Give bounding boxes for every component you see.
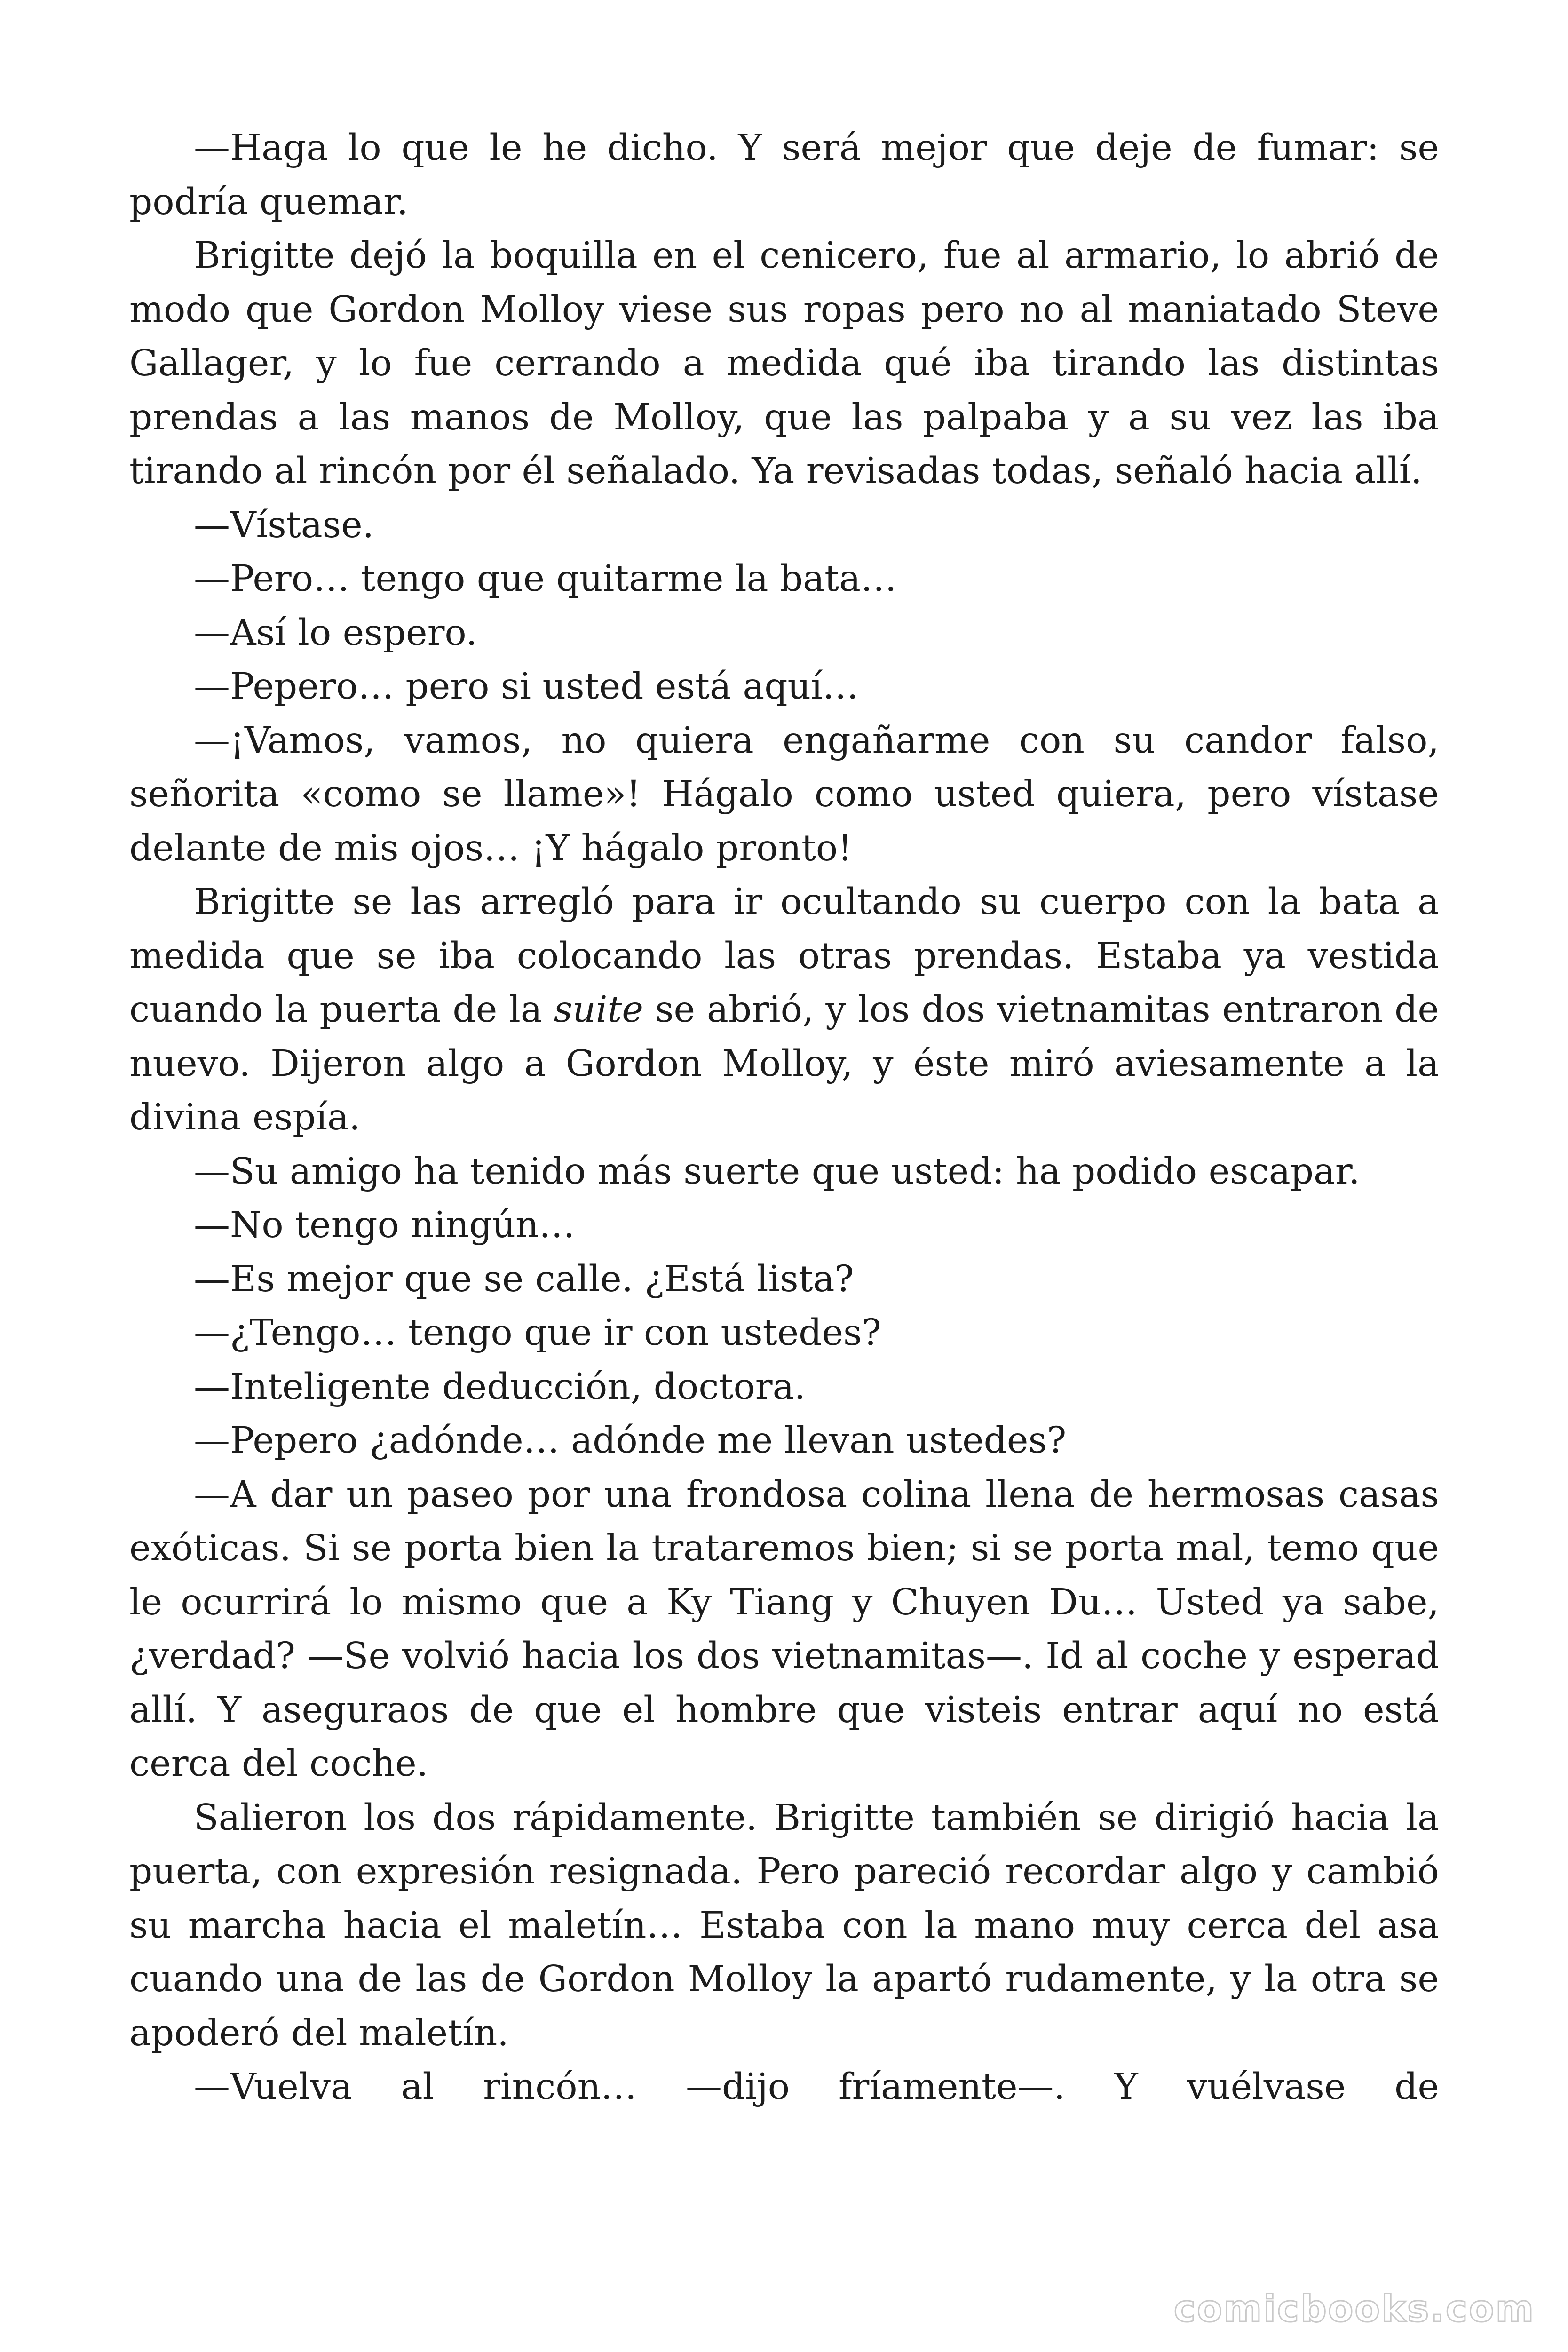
watermark: comicbooks.com: [1173, 2288, 1535, 2330]
paragraph: [129, 875, 1439, 1145]
paragraph: —Vístase.: [194, 504, 374, 546]
paragraph: —Es mejor que se calle. ¿Está lista?: [194, 1258, 854, 1300]
paragraph: —Su amigo ha tenido más suerte que usted: ha podido escapar.: [194, 1150, 1360, 1192]
book-page: [129, 121, 1439, 2114]
italic-word: suite: [554, 989, 643, 1031]
paragraph: —No tengo ningún…: [194, 1204, 575, 1246]
paragraph: —Inteligente deducción, doctora.: [194, 1366, 806, 1408]
paragraph: —Así lo espero.: [194, 612, 477, 654]
paragraph: —¿Tengo… tengo que ir con ustedes?: [194, 1312, 881, 1354]
paragraph: —Pepero… pero si usted está aquí…: [194, 666, 859, 707]
paragraph: —Pero… tengo que quitarme la bata…: [194, 558, 897, 600]
paragraph: —A dar un paseo por una frondosa colina llena de hermosas casas exóticas. Si se porta bien la trataremos bien; si se porta mal, temo que le ocurrirá lo mismo que a Ky Tiang y Chuyen Du… Usted ya sabe, ¿verdad? —Se volvió hacia los dos vietnamitas—. Id al coche y esperad allí. Y aseguraos de que el hombre que visteis entrar aquí no está cerca del coche.: [129, 1473, 1439, 1785]
paragraph: —¡Vamos, vamos, no quiera engañarme con su candor falso, señorita «como se llame»! Hágalo como usted quiera, pero vístase delante de mis ojos… ¡Y hágalo pronto!: [129, 719, 1439, 869]
paragraph-text: Brigitte se las arregló para ir ocultando su cuerpo con la bata a medida que se iba colocando las otras prendas. Estaba ya vestida cuando la puerta de la: [129, 881, 1439, 1031]
paragraph: —Haga lo que le he dicho. Y será mejor que deje de fumar: se podría quemar.: [129, 127, 1439, 223]
paragraph: Salieron los dos rápidamente. Brigitte también se dirigió hacia la puerta, con expresión resignada. Pero pareció recordar algo y cambió su marcha hacia el maletín… Estaba con la mano muy cerca del asa cuando una de las de Gordon Molloy la apartó rudamente, y la otra se apoderó del maletín.: [129, 1796, 1439, 2054]
paragraph: —Vuelva al rincón… —dijo fríamente—. Y vuélvase de: [194, 2066, 1439, 2108]
paragraph: Brigitte dejó la boquilla en el cenicero, fue al armario, lo abrió de modo que Gordon Molloy viese sus ropas pero no al maniatado Steve Gallager, y lo fue cerrando a medida qué iba tirando las distintas prendas a las manos de Molloy, que las palpaba y a su vez las iba tirando al rincón por él señalado. Ya revisadas todas, señaló hacia allí.: [129, 235, 1439, 492]
paragraph-text: se abrió, y los dos vietnamitas entraron de nuevo. Dijeron algo a Gordon Molloy, y éste miró aviesamente a la divina espía.: [129, 989, 1439, 1138]
paragraph: —Pepero ¿adónde… adónde me llevan ustedes?: [194, 1420, 1067, 1462]
